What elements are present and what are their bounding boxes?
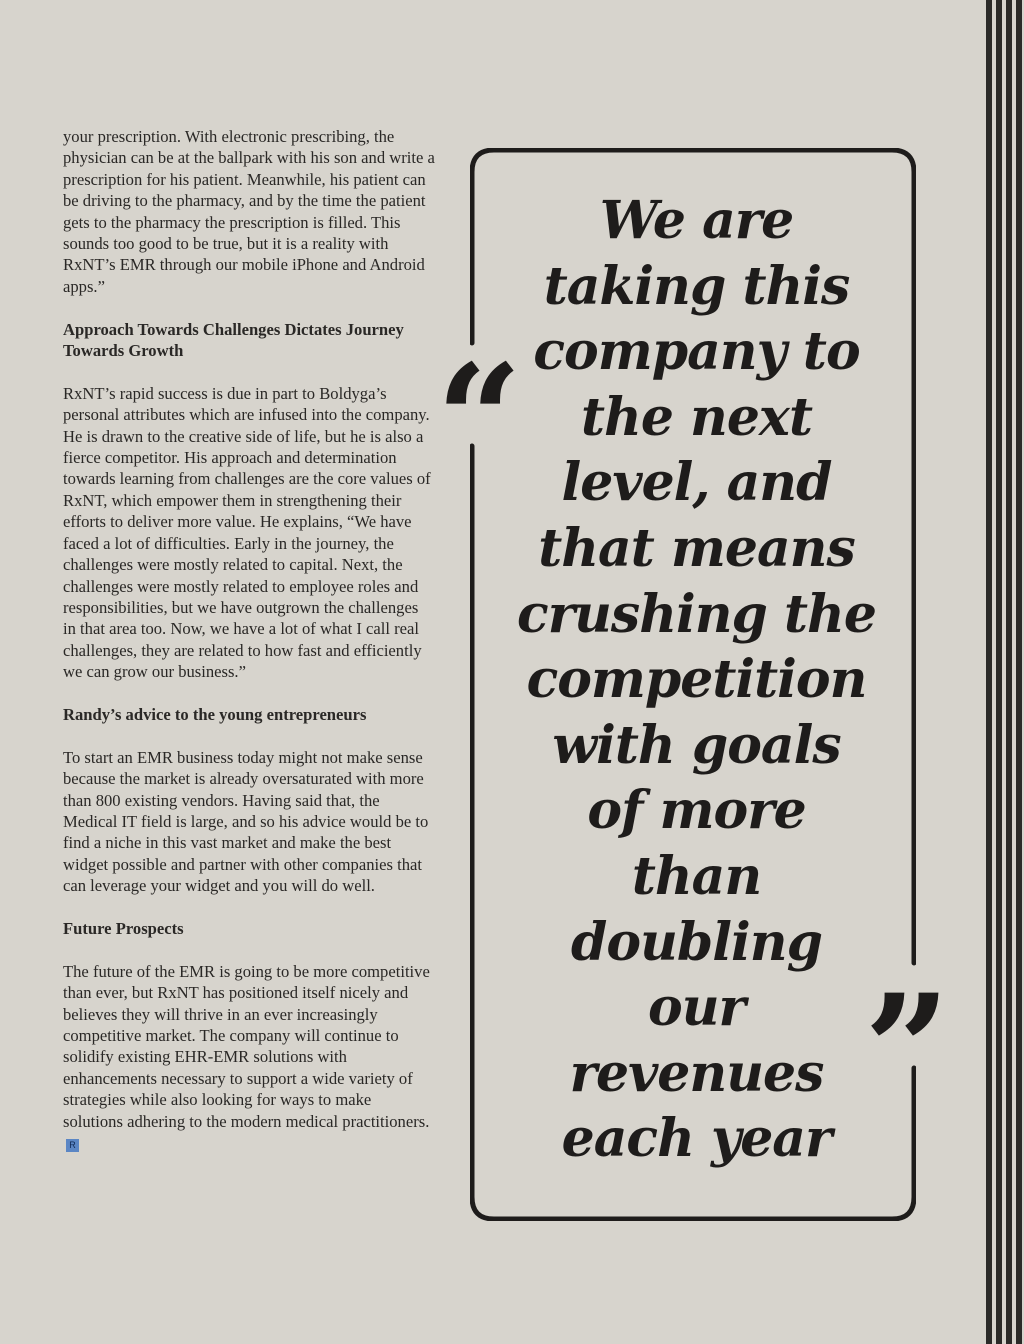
stripe xyxy=(986,0,992,1344)
section-heading-future: Future Prospects xyxy=(63,918,184,938)
quote-line: taking this xyxy=(543,255,850,317)
section-heading-advice: Randy’s advice to the young entrepreneurs xyxy=(63,704,367,724)
quote-line: competition xyxy=(526,649,867,711)
article-end-mark-icon: R xyxy=(66,1139,79,1152)
close-quote-icon: ” xyxy=(864,962,951,1138)
quote-line: than xyxy=(631,845,762,907)
quote-line: of more xyxy=(587,780,806,842)
pull-quote-box xyxy=(470,148,916,1221)
quote-line: our xyxy=(648,977,745,1039)
stripe xyxy=(1006,0,1012,1344)
quote-line: crushing the xyxy=(517,583,876,645)
decorative-side-stripes xyxy=(980,0,1024,1344)
article-column xyxy=(63,126,435,1175)
quote-line: revenues xyxy=(569,1042,824,1104)
future-paragraph xyxy=(63,961,435,1154)
intro-paragraph: your prescription. With electronic prescribing, the physician can be at the ballpark with his son and write a prescription for his patient. Meanwhile, his patient can be driving to the pharmacy, and by the time the patient gets to the pharmacy the prescription is filled. This sounds too good to be true, but it is a reality with RxNT’s EMR through our mobile iPhone and Android apps.” xyxy=(63,127,435,296)
quote-line: company to xyxy=(533,321,860,383)
stripe xyxy=(996,0,1002,1344)
stripe xyxy=(1016,0,1022,1344)
advice-paragraph: To start an EMR business today might not make sense because the market is already oversaturated with more than 800 existing vendors. Having said that, the Medical IT field is large, and so his advice would be to find a niche in this vast market and make the best widget possible and partner with other companies that can leverage your widget and you will do well. xyxy=(63,747,429,896)
open-quote-icon: “ xyxy=(436,332,523,508)
challenges-paragraph: RxNT’s rapid success is due in part to Boldyga’s personal attributes which are infused into the company. He is drawn to the creative side of life, but he is also a fierce competitor. His approach and determination towards learning from challenges are the core values of RxNT, which empower them in strengthening their efforts to deliver more value. He explains, “We have faced a lot of difficulties. Early in the journey, the challenges were mostly related to capital. Next, the challenges were mostly related to employee roles and responsibilities, but we have outgrown the challenges in that area too. Now, we have a lot of what I call real challenges, they are related to how fast and efficiently we can grow our business.” xyxy=(63,383,431,682)
quote-line: that means xyxy=(538,517,855,579)
quote-line: doubling xyxy=(571,911,822,973)
quote-line: each year xyxy=(561,1108,832,1170)
pull-quote-text xyxy=(504,188,889,1172)
section-heading-challenges: Approach Towards Challenges Dictates Journey Towards Growth xyxy=(63,319,404,361)
quote-line: We are xyxy=(599,190,794,251)
future-paragraph-text: The future of the EMR is going to be more competitive than ever, but RxNT has positioned itself nicely and believes they will thrive in an ever increasingly competitive market. The company will continue to solidify existing EHR-EMR solutions with enhancements necessary to support a wide variety of strategies while also looking for ways to make solutions adhering to the modern medical practitioners. xyxy=(63,961,430,1131)
quote-line: level, and xyxy=(561,452,832,514)
quote-line: with goals xyxy=(552,714,841,776)
quote-line: the next xyxy=(581,386,812,448)
